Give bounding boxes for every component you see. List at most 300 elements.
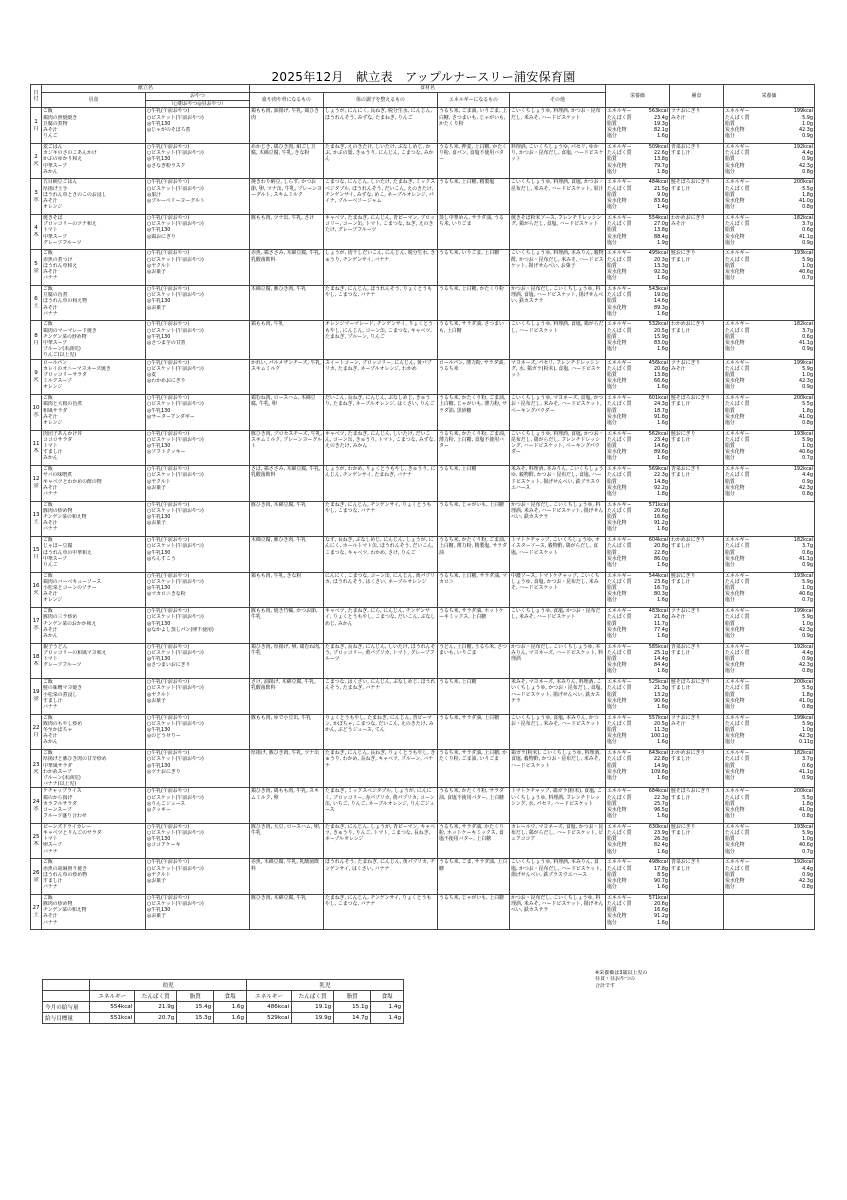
nutrition-2-cell (724, 359, 815, 395)
lunch-item: 冬至かぼちゃ (43, 727, 73, 734)
other-ingredients-cell (510, 395, 606, 431)
table-row (31, 359, 815, 395)
nutrition-label: たんぱく質 (725, 401, 750, 408)
menu-table (30, 84, 815, 930)
yellow-ingredients-cell (438, 430, 510, 466)
other-ingredients-text: 米みそ, 料理酒, 本みりん, こいくちしょうゆ, 穀物酢, かつお・昆布だし, 食塩, ハードビスケット, 揚げせんべい, 鉄ブラスウエハース (511, 466, 604, 491)
nutrition-value: 601kcal (648, 395, 668, 402)
lunch-cell (42, 714, 146, 750)
lunch-cell (42, 466, 146, 502)
nutrition-label: 脂質 (725, 227, 735, 234)
lunch-item: ほうれん草ときのこのお浸し (43, 191, 107, 198)
supplement-cell (670, 572, 724, 608)
header-snack-sub: （○朝おやつ◎昼おやつ） (146, 101, 250, 108)
nutrition-label: 炭水化物 (725, 842, 745, 849)
nutrition-value: 42.3g (799, 162, 813, 169)
nutrition-label: たんぱく質 (607, 830, 632, 837)
snack-cell (146, 572, 250, 608)
other-ingredients-text: 米みそ, マヨネーズ, 本みりん, 料理酒, こいくちしょうゆ, かつお・昆布だし, 食塩, ハードビスケット, 揚げせんべい, 鉄カステラ (511, 679, 602, 704)
nutrition-label: 炭水化物 (725, 591, 745, 598)
lunch-item: ご飯 (43, 679, 53, 686)
day-cell (31, 250, 42, 286)
day-weekday: 月 (33, 554, 39, 561)
snack-item: ◎お菓子 (147, 877, 166, 884)
snack-item: ◎牛乳130 (147, 407, 171, 414)
nutrition-label: 脂質 (725, 372, 735, 379)
red-ingredients-text: 鶏もも肉, 牛乳, きな粉 (251, 572, 302, 579)
snack-item: ◎さなぎ粉ラスク (147, 162, 186, 169)
nutrition-value: 21.6g (654, 614, 668, 621)
supplement-cell (670, 430, 724, 466)
nutrition-label: たんぱく質 (607, 472, 632, 479)
other-ingredients-cell (510, 859, 606, 895)
nutrition-label: エネルギー (607, 894, 632, 901)
nutrition-label: たんぱく質 (725, 327, 750, 334)
nutrition-label: たんぱく質 (607, 221, 632, 228)
green-ingredients-cell (324, 359, 438, 395)
lunch-item: ご飯 (43, 572, 53, 579)
nutrition-line (725, 204, 813, 210)
nutrition-label: たんぱく質 (725, 114, 750, 121)
nutrition-line (725, 562, 813, 568)
day-date: 13 (32, 511, 40, 518)
supplement-item: すまし汁 (671, 150, 691, 157)
lunch-item: みかん (43, 168, 58, 175)
snack-item: ◎ヤクルト (147, 691, 171, 698)
nutrition-value: 22.3g (654, 472, 668, 479)
green-ingredients-text: スイートコーン, ブロッコリー, にんじん, 黄パプリカ, たまねぎ, ネーブルオレンジ, わかめ (325, 359, 432, 372)
nutrition-line (725, 704, 813, 710)
nutrition-label: エネルギー (607, 750, 632, 757)
nutrition-label: 脂質 (607, 762, 617, 769)
snack-cell (146, 143, 250, 179)
lunch-cell (42, 572, 146, 608)
green-ingredients-text: たまねぎ, にんじん, しょうが, 青ピーマン, キャベツ, きゅうり, りんご, トマト, こまつな, 長ねぎ, ネーブルオレンジ (325, 823, 436, 843)
yellow-ingredients-cell (438, 466, 510, 502)
nutrition-value: 0.7g (802, 597, 813, 604)
nutrition-label: エネルギー (725, 608, 750, 615)
lunch-item: 小松菜の煮浸し (43, 691, 78, 698)
other-ingredients-text: かつお・昆布だし, こいくちしょうゆ, 料理酒, 米みそ, ハードビスケット, 揚げせんべい, 鉄カステラ (511, 894, 604, 914)
nutrition-label: 塩分 (725, 133, 735, 140)
supplement-cell (670, 894, 724, 930)
nutrition-label: たんぱく質 (725, 865, 750, 872)
supplement-item: すまし汁 (671, 256, 691, 263)
green-ingredients-cell (324, 679, 438, 715)
nutrition-value: 100.1g (650, 733, 668, 740)
day-cell (31, 466, 42, 502)
supplement-item: 青菜おにぎり (671, 466, 701, 473)
nutrition-value: 1.6g (657, 597, 668, 604)
lunch-item: バナナ (43, 703, 58, 710)
nutrition-cell (606, 430, 670, 466)
day-weekday: 火 (33, 589, 39, 596)
lunch-item: みかん (43, 455, 58, 462)
nutrition-value: 20.8g (654, 543, 668, 550)
other-ingredients-cell (510, 608, 606, 644)
nutrition-value: 11.3g (654, 727, 668, 734)
nutrition-label: 炭水化物 (607, 198, 627, 205)
nutrition-label: エネルギー (607, 359, 632, 366)
nutrition-label: 炭水化物 (607, 626, 627, 633)
lunch-item: ご飯 (43, 395, 53, 402)
lunch-cell (42, 608, 146, 644)
yellow-ingredients-cell (438, 714, 510, 750)
nutrition-label: たんぱく質 (607, 114, 632, 121)
lunch-item: みそ汁 (43, 626, 58, 633)
nutrition-value: 5.5g (802, 185, 813, 192)
snack-item: ◎鶏おにぎり (147, 233, 176, 240)
lunch-item: ご飯 (43, 250, 53, 257)
snack-item: ◎お菓子 (147, 697, 166, 704)
nutrition-value: 16.6g (654, 907, 668, 914)
nutrition-value: 5.5g (802, 794, 813, 801)
nutrition-label: エネルギー (725, 250, 750, 257)
nutrition-value: 19.0g (654, 292, 668, 299)
red-ingredients-text: 鶏ひき肉, 厚揚げ, 卵, 鶏むね肉, 牛乳 (251, 643, 321, 656)
nutrition-label: たんぱく質 (607, 401, 632, 408)
nutrition-label: たんぱく質 (607, 685, 632, 692)
nutrition-label: 脂質 (607, 372, 617, 379)
green-ingredients-cell (324, 572, 438, 608)
lunch-item: 中華スープ (43, 162, 67, 169)
nutrition-2-cell (724, 214, 815, 250)
red-ingredients-cell (250, 643, 324, 679)
nutrition-line (725, 739, 813, 745)
day-cell (31, 859, 42, 895)
nutrition-value: 483kcal (648, 608, 668, 615)
nutrition-2-cell (724, 321, 815, 359)
yellow-ingredients-cell (438, 750, 510, 788)
other-ingredients-cell (510, 679, 606, 715)
day-date: 26 (32, 869, 40, 876)
nutrition-value: 1.0g (802, 443, 813, 450)
summary-table (42, 979, 404, 1024)
day-weekday: 水 (33, 196, 39, 203)
other-ingredients-cell (510, 214, 606, 250)
nutrition-value: 41.0g (799, 806, 813, 813)
nutrition-value: 82.4g (654, 842, 668, 849)
green-ingredients-text: オレンジマーマレード, チンゲンサイ, りょくとうもやし, にんじん, コーン缶, こまつな, キャベツ, たまねぎ, プルーン, りんご (325, 321, 433, 340)
snack-item: ○牛乳(午前おやつ) (147, 359, 190, 366)
lunch-item: 中華スープ (43, 555, 67, 562)
snack-item: ◎牛乳130 (147, 443, 171, 450)
page-title: 2025年12月 献立表 アップルナースリー浦安保育園 (271, 70, 576, 84)
snack-item: ○牛乳(午前おやつ) (147, 679, 190, 686)
table-row (31, 714, 815, 750)
nutrition-value: 5.9g (802, 578, 813, 585)
supplement-cell (670, 214, 724, 250)
snack-item: ○牛乳(午前おやつ) (147, 214, 190, 221)
nutrition-label: 炭水化物 (607, 697, 627, 704)
lunch-item: プルーン(未満児) (43, 346, 81, 353)
lunch-item: 五目納豆ごはん (43, 179, 78, 186)
green-ingredients-cell (324, 501, 438, 537)
summary-value: 15.1g (334, 1002, 371, 1013)
supplement-item: わかめおにぎり (671, 750, 706, 757)
nutrition-label: 脂質 (725, 836, 735, 843)
lunch-item: ご飯 (43, 714, 53, 721)
nutrition-label: たんぱく質 (607, 327, 632, 334)
other-ingredients-text: トマトケチャップ, こいくちしょうゆ, オイスターソース, 穀物酢, 鶏がらだし, 食塩, ハードビスケット (511, 537, 600, 556)
nutrition-2-cell (724, 608, 815, 644)
snack-item: ◎牛乳130 (147, 727, 171, 734)
nutrition-value: 77.4g (654, 626, 668, 633)
other-ingredients-cell (510, 250, 606, 286)
snack-item: ◎お菓子 (147, 913, 166, 920)
lunch-item: 豚肉の炒め物 (43, 901, 73, 908)
table-row (31, 395, 815, 431)
supplement-item: すまし汁 (671, 685, 691, 692)
day-date: 25 (32, 834, 40, 841)
nutrition-cell (606, 321, 670, 359)
snack-item: ◎牛乳130 (147, 549, 171, 556)
nutrition-value: 66.6g (654, 378, 668, 385)
snack-item: ○ビスケット(午前おやつ) (147, 472, 204, 479)
snack-item: ○牛乳(午前おやつ) (147, 823, 190, 830)
nutrition-value: 0.9g (802, 632, 813, 639)
nutrition-cell (606, 395, 670, 431)
supplement-item: 鮭そぼろおにぎり (671, 679, 711, 686)
nutrition-label: 脂質 (607, 907, 617, 914)
nutrition-label: 塩分 (607, 133, 617, 140)
snack-item: ○ビスケット(午前おやつ) (147, 614, 204, 621)
red-ingredients-cell (250, 750, 324, 788)
lunch-item: 鶏肉と大根の旨煮 (43, 401, 83, 408)
supplement-cell (670, 788, 724, 824)
nutrition-value: 91.2g (654, 913, 668, 920)
nutrition-label: 炭水化物 (725, 449, 745, 456)
lunch-cell (42, 395, 146, 431)
nutrition-value: 19.3g (654, 120, 668, 127)
nutrition-value: 20.5g (654, 327, 668, 334)
day-cell (31, 608, 42, 644)
yellow-ingredients-cell (438, 108, 510, 144)
nutrition-value: 1.6g (657, 848, 668, 855)
nutrition-value: 0.6g (802, 333, 813, 340)
day-date: 15 (32, 547, 40, 554)
day-cell (31, 679, 42, 715)
nutrition-value: 18.7g (654, 407, 668, 414)
lunch-cell (42, 643, 146, 679)
lunch-item: ご飯 (43, 285, 53, 292)
nutrition-line (725, 849, 813, 855)
nutrition-value: 42.3g (799, 484, 813, 491)
lunch-item: コーンスープ (43, 806, 72, 813)
day-weekday: 土 (33, 518, 39, 525)
supplement-cell (670, 714, 724, 750)
snack-cell (146, 321, 250, 359)
snack-cell (146, 430, 250, 466)
nutrition-label: たんぱく質 (725, 436, 750, 443)
green-ingredients-text: キャベツ, たまねぎ, にら, にんじん, チンゲンサイ, りょくとうもやし, こまつな, だいこん, ぶなしめじ, みかん (325, 608, 436, 627)
day-weekday: 月 (33, 340, 39, 347)
nutrition-value: 569kcal (648, 466, 668, 473)
lunch-cell (42, 679, 146, 715)
nutrition-label: 炭水化物 (725, 555, 745, 562)
nutrition-label: 脂質 (607, 443, 617, 450)
day-date: 24 (32, 798, 40, 805)
lunch-item: みそ汁 (43, 198, 58, 205)
nutrition-value: 41.1g (799, 555, 813, 562)
green-ingredients-cell (324, 250, 438, 286)
nutrition-value: 24.3g (654, 401, 668, 408)
nutrition-value: 0.9g (802, 346, 813, 353)
nutrition-line (607, 849, 668, 855)
nutrition-label: たんぱく質 (725, 614, 750, 621)
yellow-ingredients-text: うるち米, かたくり粉, ごま油, 上白糖, 薄力粉, 精製塩, サラダ油 (439, 537, 507, 556)
nutrition-label: たんぱく質 (607, 649, 632, 656)
nutrition-line (607, 455, 668, 461)
nutrition-value: 200kcal (793, 788, 813, 795)
yellow-ingredients-cell (438, 501, 510, 537)
snack-cell (146, 359, 250, 395)
nutrition-label: エネルギー (725, 108, 750, 115)
nutrition-value: 1.0g (802, 120, 813, 127)
lunch-item: トマト (43, 443, 58, 450)
nutrition-value: 192kcal (793, 643, 813, 650)
day-cell (31, 643, 42, 679)
green-ingredients-cell (324, 537, 438, 573)
nutrition-value: 562kcal (648, 430, 668, 437)
nutrition-value: 182kcal (793, 750, 813, 757)
snack-item: ○ビスケット(午前おやつ) (147, 401, 204, 408)
supplement-cell (670, 143, 724, 179)
nutrition-label: エネルギー (607, 214, 632, 221)
supplement-item: みそ汁 (671, 365, 686, 372)
supplement-item: ツナおにぎり (671, 108, 701, 115)
lunch-cell (42, 501, 146, 537)
snack-cell (146, 643, 250, 679)
snack-item: ○牛乳(午前おやつ) (147, 537, 190, 544)
lunch-item: みそ汁 (43, 484, 58, 491)
nutrition-label: 塩分 (725, 597, 735, 604)
nutrition-value: 182kcal (793, 214, 813, 221)
supplement-item: 鮭そぼろおにぎり (671, 179, 711, 186)
day-cell (31, 823, 42, 859)
nutrition-value: 5.9g (802, 114, 813, 121)
day-date: 16 (32, 582, 40, 589)
nutrition-value: 1.6g (657, 919, 668, 926)
nutrition-value: 25.1g (654, 649, 668, 656)
day-weekday: 金 (33, 483, 39, 490)
yellow-ingredients-text: うるち米, ごま, サラダ油, 上白糖 (439, 859, 507, 872)
nutrition-2-cell (724, 859, 815, 895)
nutrition-label: エネルギー (607, 108, 632, 115)
yellow-ingredients-text: 蒸し中華めん, サラダ油, うるち米, いりごま (439, 214, 504, 228)
nutrition-cell (606, 643, 670, 679)
supplement-item: みそ汁 (671, 114, 686, 121)
summary-col-energy: エネルギー (247, 991, 292, 1002)
nutrition-value: 200kcal (793, 679, 813, 686)
supplement-item: わかめおにぎり (671, 214, 706, 221)
other-ingredients-cell (510, 108, 606, 144)
summary-corner (43, 980, 90, 991)
other-ingredients-cell (510, 894, 606, 930)
supplement-item: すまし汁 (671, 578, 691, 585)
nutrition-label: 炭水化物 (607, 555, 627, 562)
summary-col-protein: たんぱく質 (292, 991, 334, 1002)
snack-item: ○ビスケット(午前おやつ) (147, 794, 204, 801)
green-ingredients-text: キャベツ, たまねぎ, にんじん, しいたけ, だいこん, コーン缶, きゅうり, トマト, こまつな, みずな, えのきたけ, みかん (325, 430, 435, 450)
snack-item: ◎牛乳130 (147, 333, 171, 340)
snack-item: ◎のどうせりー (147, 733, 181, 740)
green-ingredients-cell (324, 823, 438, 859)
snack-item: ○牛乳(午前おやつ) (147, 179, 190, 186)
header-ingredients-group: 食材名 (250, 85, 606, 93)
yellow-ingredients-cell (438, 179, 510, 215)
green-ingredients-cell (324, 643, 438, 679)
day-date: 4 (34, 225, 38, 232)
nutrition-value: 89.6g (654, 449, 668, 456)
nutrition-value: 41.1g (799, 233, 813, 240)
nutrition-label: 塩分 (607, 310, 617, 317)
nutrition-value: 22.8g (654, 756, 668, 763)
green-ingredients-cell (324, 143, 438, 179)
nutrition-label: たんぱく質 (607, 865, 632, 872)
yellow-ingredients-text: うるち米, 上白糖 (439, 466, 477, 473)
nutrition-value: 14.6g (654, 443, 668, 450)
nutrition-label: エネルギー (607, 179, 632, 186)
nutrition-value: 199kcal (793, 608, 813, 615)
lunch-item: りんご (43, 133, 58, 140)
nutrition-value: 0.8g (802, 884, 813, 891)
nutrition-label: エネルギー (725, 359, 750, 366)
other-ingredients-cell (510, 788, 606, 824)
nutrition-value: 5.5g (802, 401, 813, 408)
supplement-item: すまし汁 (671, 472, 691, 479)
nutrition-cell (606, 859, 670, 895)
snack-item: ○牛乳(午前おやつ) (147, 250, 190, 257)
green-ingredients-cell (324, 788, 438, 824)
day-cell (31, 285, 42, 321)
nutrition-label: たんぱく質 (725, 756, 750, 763)
nutrition-label: 脂質 (725, 191, 735, 198)
nutrition-value: 192kcal (793, 143, 813, 150)
lunch-item: じゃぼー豆腐 (43, 543, 73, 550)
nutrition-label: 塩分 (607, 739, 617, 746)
lunch-item: 鶏肉の照焼焼き (43, 114, 78, 121)
lunch-item: プルーン(未満児) (43, 774, 81, 781)
nutrition-label: 塩分 (725, 813, 735, 820)
lunch-item: バナナ (43, 310, 58, 317)
table-row (31, 608, 815, 644)
nutrition-2-cell (724, 788, 815, 824)
nutrition-cell (606, 537, 670, 573)
lunch-item: バナナ(以上児) (43, 781, 77, 788)
supplement-item: すまし汁 (671, 865, 691, 872)
nutrition-value: 509kcal (648, 143, 668, 150)
snack-item: ○牛乳(午前おやつ) (147, 572, 190, 579)
nutrition-value: 1.0g (802, 620, 813, 627)
lunch-item: カレイのオニーマヨネーズ焼き (43, 365, 111, 372)
nutrition-value: 1.8g (802, 691, 813, 698)
lunch-item: バナナ (43, 848, 58, 855)
nutrition-label: エネルギー (607, 572, 632, 579)
nutrition-label: 脂質 (607, 620, 617, 627)
nutrition-label: エネルギー (607, 823, 632, 830)
nutrition-value: 17.8g (654, 865, 668, 872)
other-ingredients-cell (510, 359, 606, 395)
red-ingredients-cell (250, 894, 324, 930)
nutrition-label: たんぱく質 (607, 901, 632, 908)
table-row (31, 679, 815, 715)
nutrition-label: 炭水化物 (607, 877, 627, 884)
nutrition-line (607, 813, 668, 819)
red-ingredients-text: 豚もも肉, ゆで小豆缶, 牛乳 (251, 714, 312, 721)
green-ingredients-cell (324, 859, 438, 895)
nutrition-line (607, 526, 668, 532)
